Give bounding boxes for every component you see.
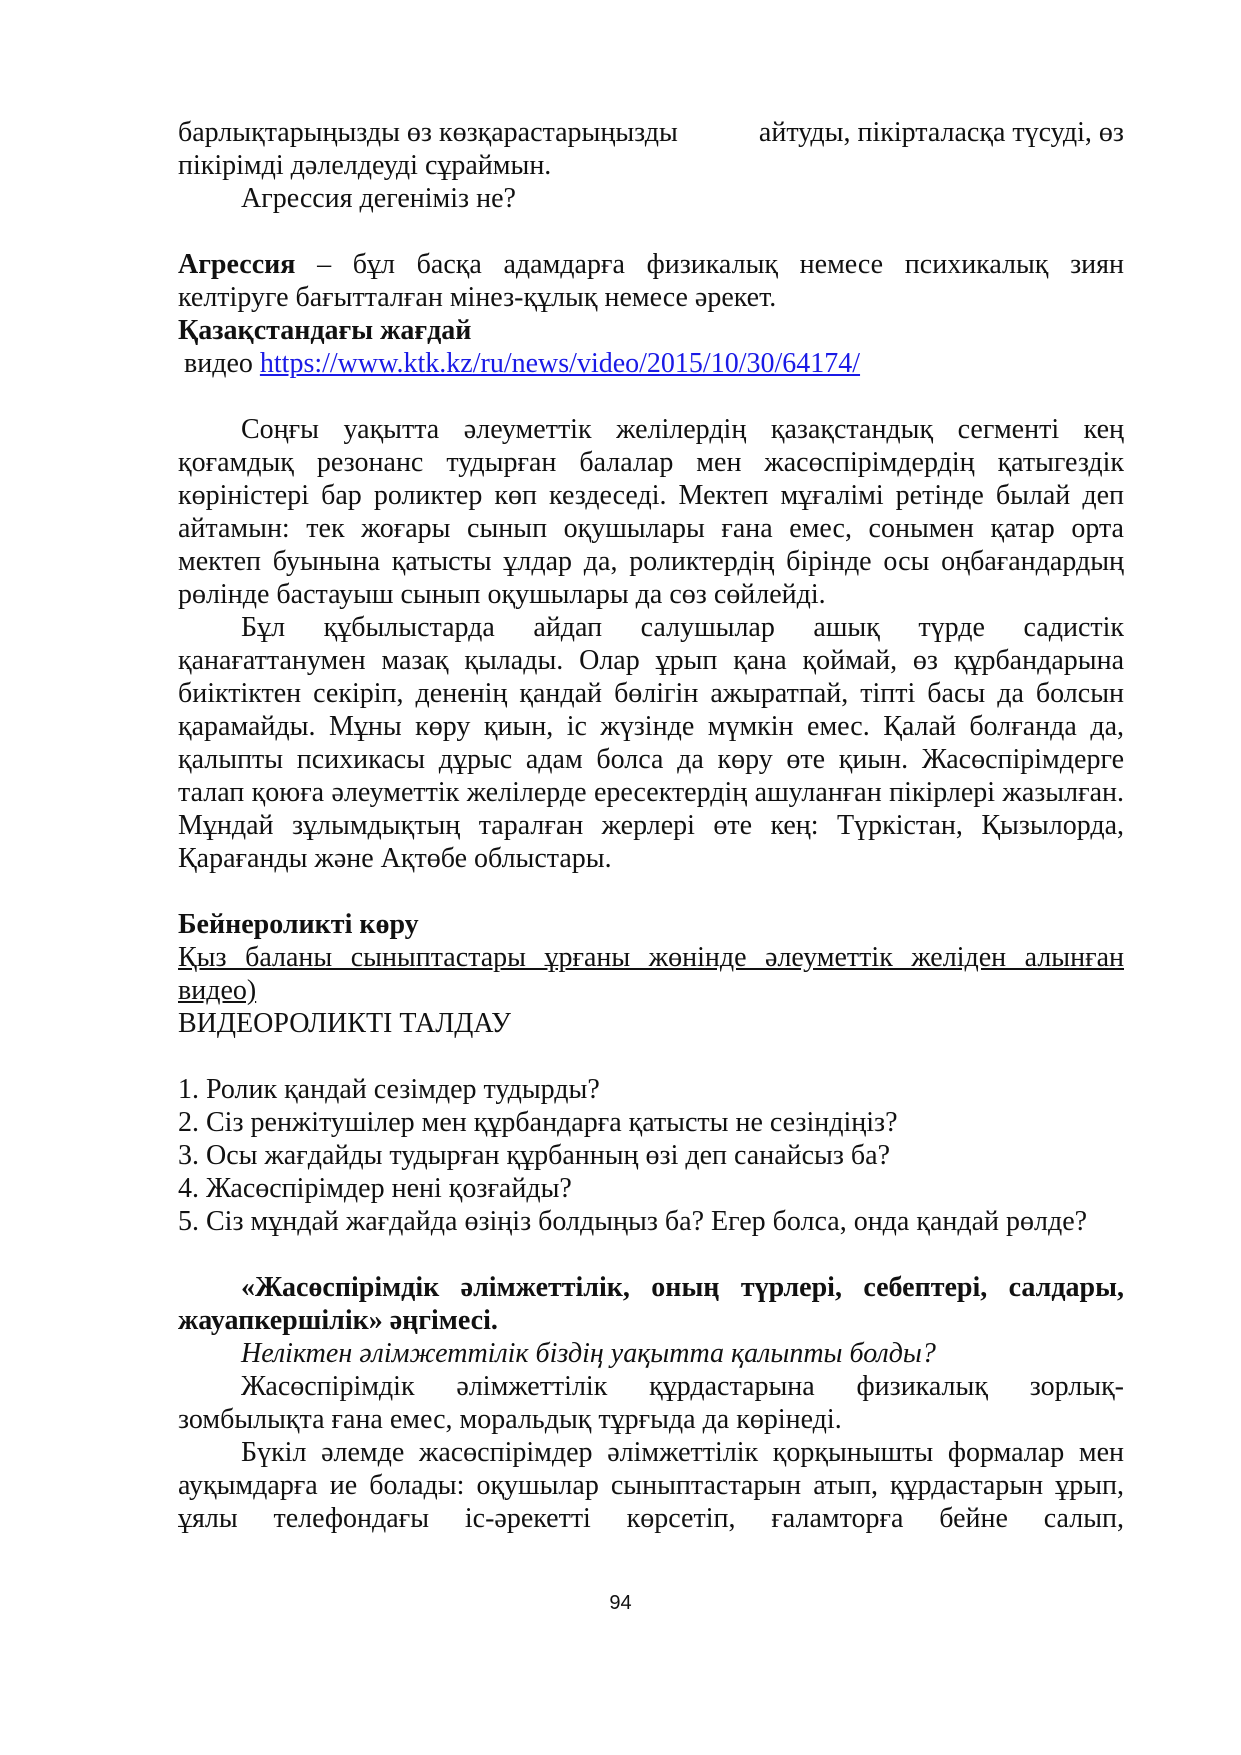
- video-link[interactable]: https://www.ktk.kz/ru/news/video/2015/10/30/64174/: [259, 348, 861, 379]
- aggression-question: Агрессия дегеніміз не?: [241, 183, 516, 214]
- spacer: [178, 380, 1124, 413]
- video-line: [178, 347, 1124, 380]
- talk-paragraph-2: Бүкіл әлемде жасөспірімдер әлімжеттілік қорқынышты формалар мен ауқымдарға ие болады: оқушылар сыныптастарын атып, құрдастарын ұрып, ұялы телефондағы іс-әрекетті көрсетіп, ғаламторға бейне салып,: [178, 1437, 1124, 1534]
- list-item: 1. Ролик қандай сезімдер тудырды?: [178, 1074, 600, 1105]
- definition-line-2: келтіруге бағытталған мінез-құлық немесе әрекет.: [178, 282, 777, 313]
- analysis-title: ВИДЕОРОЛИКТІ ТАЛДАУ: [178, 1008, 511, 1039]
- kazakhstan-heading: Қазақстандағы жағдай: [178, 315, 472, 346]
- definition-line-1: [178, 248, 1124, 281]
- list-item: 4. Жасөспірімдер нені қозғайды?: [178, 1173, 572, 1204]
- talk-question: Неліктен әлімжеттілік біздің уақытта қалыпты болды?: [241, 1338, 936, 1369]
- video-label: видео: [184, 348, 260, 379]
- paragraph-bullying: Бұл құбылыстарда айдап салушылар ашық түрде садистік қанағаттанумен мазақ қылады. Олар ұрып қана қоймай, өз құрбандарына биіктіктен секіріп, дененің қандай бөлігін ажыратпай, тіпті басы да болсын қарамайды. Мұны көру қиын, іс жүзінде мүмкін емес. Қалай болғанда да, қалыпты психикасы дұрыс адам болса да көру өте қиын. Жасөспірімдерге талап қоюға әлеуметтік желілерде ересектердің ашуланған пікірлері жазылған. Мұндай зұлымдықтың таралған жерлері өте кең: Түркістан, Қызылорда, Қарағанды және Ақтөбе облыстары.: [178, 612, 1124, 874]
- talk-paragraph-1: Жасөспірімдік әлімжеттілік құрдастарына физикалық зорлық-зомбылықта ғана емес, моральдық тұрғыда да көрінеді.: [178, 1371, 1124, 1435]
- intro-text-left: барлықтарыңызды өз көзқарастарыңызды: [178, 117, 678, 148]
- definition-term: Агрессия: [178, 249, 296, 280]
- spacer: [178, 1040, 1124, 1073]
- spacer: [178, 215, 1124, 248]
- video-section-heading: Бейнероликті көру: [178, 909, 419, 940]
- video-caption: Қыз баланы сыныптастары ұрғаны жөнінде әлеуметтік желіден алынған видео): [178, 942, 1124, 1006]
- intro-line-1: [178, 116, 1124, 149]
- spacer: [178, 875, 1124, 908]
- intro-text-right: айтуды, пікірталасқа түсуді, өз: [758, 117, 1124, 148]
- page-number: 94: [609, 1592, 632, 1614]
- definition-text: – бұл басқа адамдарға физикалық немесе психикалық зиян: [295, 249, 1124, 280]
- paragraph-social-media: Соңғы уақытта әлеуметтік желілердің қазақстандық сегменті кең қоғамдық резонанс тудырған балалар мен жасөспірімдердің қатыгездік көріністері бар роликтер көп кездеседі. Мектеп мұғалімі ретінде былай деп айтамын: тек жоғары сынып оқушылары ғана емес, сонымен қатар орта мектеп буынына қатысты ұлдар да, роликтердің бірінде осы оңбағандардың рөлінде бастауыш сынып оқушылары да сөз сөйлейді.: [178, 414, 1124, 610]
- intro-line-2: пікірімді дәлелдеуді сұраймын.: [178, 150, 552, 181]
- list-item: 3. Осы жағдайды тудырған құрбанның өзі деп санайсыз ба?: [178, 1140, 891, 1171]
- talk-title: «Жасөспірімдік әлімжеттілік, оның түрлері, себептері, салдары, жауапкершілік» әңгімесі.: [178, 1272, 1124, 1336]
- document-body: [178, 116, 1124, 1535]
- list-item: 2. Сіз ренжітушілер мен құрбандарға қатысты не сезіндіңіз?: [178, 1107, 898, 1138]
- list-item: 5. Сіз мұндай жағдайда өзіңіз болдыңыз ба? Егер болса, онда қандай рөлде?: [178, 1206, 1088, 1237]
- spacer: [178, 1238, 1124, 1271]
- question-list: [178, 1073, 1124, 1238]
